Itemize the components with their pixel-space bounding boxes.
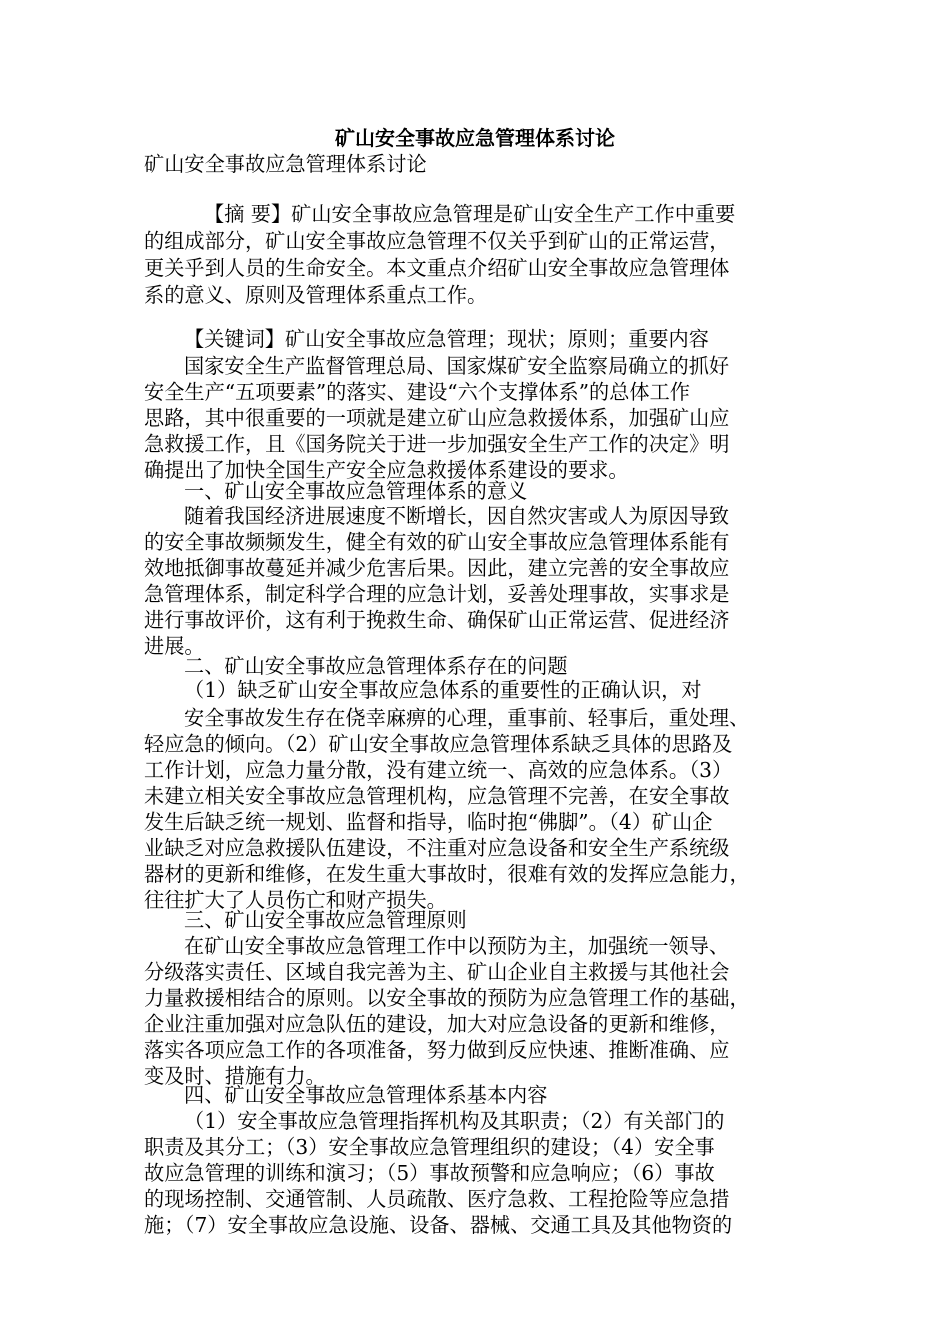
body-line: 效地抵御事故蔓延并减少危害后果。因此，建立完善的安全事故应 [144, 556, 730, 580]
body-line: （1）安全事故应急管理指挥机构及其职责；（2）有关部门的 [184, 1109, 725, 1133]
body-line: 变及时、措施有力。 [144, 1064, 326, 1088]
section-heading: 一、矿山安全事故应急管理体系的意义 [184, 479, 528, 503]
abstract-line: 更关乎到人员的生命安全。本文重点介绍矿山安全事故应急管理体 [144, 256, 730, 280]
body-line: 工作计划，应急力量分散，没有建立统一、高效的应急体系。（3） [144, 758, 733, 782]
abstract-line: 【摘 要】矿山安全事故应急管理是矿山安全生产工作中重要 [204, 202, 736, 226]
body-line: 安全生产“五项要素”的落实、建设“六个支撑体系”的总体工作 [144, 380, 690, 404]
body-line: 故应急管理的训练和演习；（5）事故预警和应急响应；（6）事故 [144, 1161, 715, 1185]
section-heading: 二、矿山安全事故应急管理体系存在的问题 [184, 654, 568, 678]
body-line: 未建立相关安全事故应急管理机构，应急管理不完善，在安全事故 [144, 784, 730, 808]
body-line: （1）缺乏矿山安全事故应急体系的重要性的正确认识，对 [184, 678, 702, 702]
body-line: 发生后缺乏统一规划、监督和指导，临时抱“佛脚”。（4）矿山企 [144, 810, 713, 834]
body-line: 在矿山安全事故应急管理工作中以预防为主，加强统一领导、 [184, 934, 730, 958]
body-line: 轻应急的倾向。（2）矿山安全事故应急管理体系缺乏具体的思路及 [144, 732, 733, 756]
section-heading: 四、矿山安全事故应急管理体系基本内容 [184, 1083, 548, 1107]
subtitle-line: 矿山安全事故应急管理体系讨论 [144, 152, 427, 176]
section-heading: 三、矿山安全事故应急管理原则 [184, 908, 467, 932]
body-line: 的现场控制、交通管制、人员疏散、医疗急救、工程抢险等应急措 [144, 1187, 730, 1211]
body-line: 业缺乏对应急救援队伍建设，不注重对应急设备和安全生产系统级 [144, 836, 730, 860]
body-line: 的安全事故频频发生，健全有效的矿山安全事故应急管理体系能有 [144, 530, 730, 554]
body-line: 力量救援相结合的原则。以安全事故的预防为应急管理工作的基础， [144, 986, 750, 1010]
body-line: 国家安全生产监督管理总局、国家煤矿安全监察局确立的抓好 [184, 354, 730, 378]
abstract-line: 的组成部分，矿山安全事故应急管理不仅关乎到矿山的正常运营， [144, 229, 730, 253]
body-line: 急管理体系，制定科学合理的应急计划，妥善处理事故，实事求是 [144, 582, 730, 606]
keywords-line: 【关键词】矿山安全事故应急管理；现状；原则；重要内容 [184, 327, 709, 351]
body-line: 思路，其中很重要的一项就是建立矿山应急救援体系，加强矿山应 [144, 406, 730, 430]
body-line: 进展。 [144, 634, 205, 658]
body-line: 安全事故发生存在侥幸麻痹的心理，重事前、轻事后，重处理、 [184, 706, 750, 730]
body-line: 急救援工作，且《国务院关于进一步加强安全生产工作的决定》明 [144, 432, 730, 456]
body-line: 器材的更新和维修，在发生重大事故时，很难有效的发挥应急能力， [144, 862, 750, 886]
body-line: 落实各项应急工作的各项准备，努力做到反应快速、推断准确、应 [144, 1038, 730, 1062]
body-line: 企业注重加强对应急队伍的建设，加大对应急设备的更新和维修， [144, 1012, 730, 1036]
abstract-line: 系的意义、原则及管理体系重点工作。 [144, 283, 488, 307]
body-line: 分级落实责任、区域自我完善为主、矿山企业自主救援与其他社会 [144, 960, 730, 984]
body-line: 施；（7）安全事故应急设施、设备、器械、交通工具及其他物资的 [144, 1213, 733, 1237]
body-line: 进行事故评价，这有利于挽救生命、确保矿山正常运营、促进经济 [144, 608, 730, 632]
body-line: 确提出了加快全国生产安全应急救援体系建设的要求。 [144, 458, 629, 482]
document-title: 矿山安全事故应急管理体系讨论 [335, 126, 615, 150]
body-line: 往往扩大了人员伤亡和财产损失。 [144, 888, 447, 912]
body-line: 职责及其分工；（3）安全事故应急管理组织的建设；（4）安全事 [144, 1135, 715, 1159]
body-line: 随着我国经济进展速度不断增长，因自然灾害或人为原因导致 [184, 504, 730, 528]
